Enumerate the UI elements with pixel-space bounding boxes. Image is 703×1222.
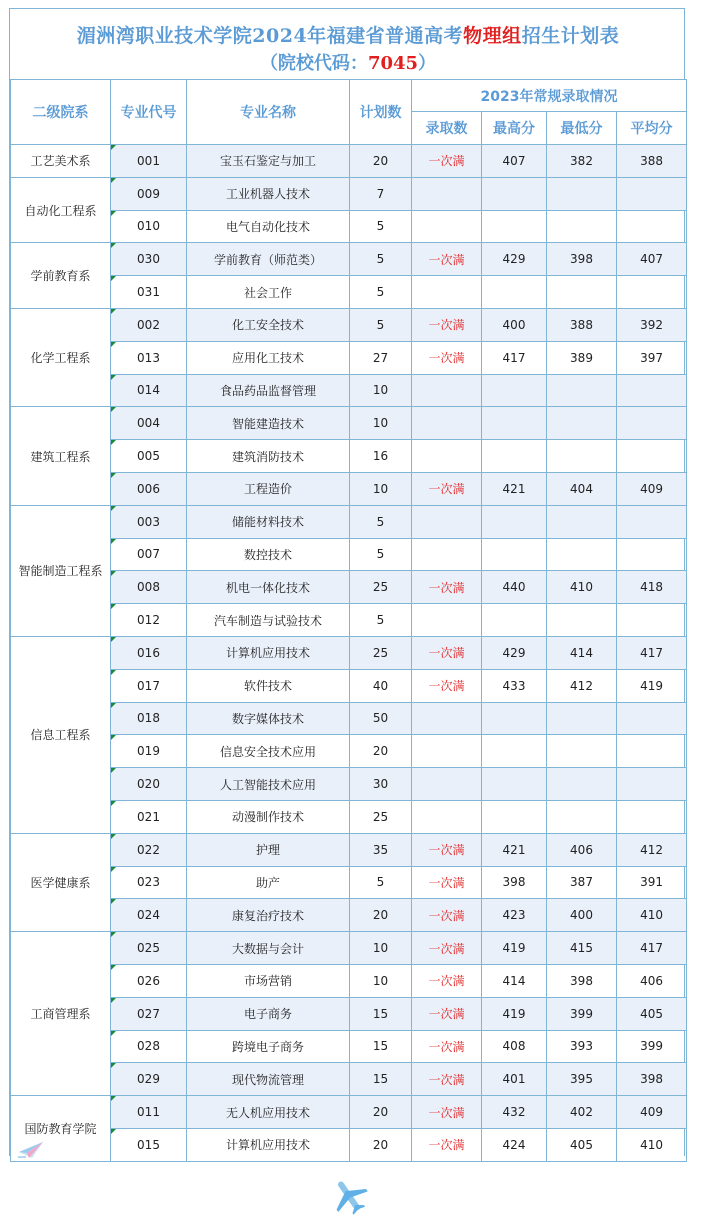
header-plan: 计划数: [350, 80, 412, 145]
major-code-cell: 025: [111, 932, 187, 965]
major-name-cell: 跨境电子商务: [187, 1030, 350, 1063]
major-code-cell: 013: [111, 341, 187, 374]
plan-count-cell: 16: [350, 440, 412, 473]
admit-cell: 一次满: [412, 308, 482, 341]
min-score-cell: 412: [547, 669, 617, 702]
major-code-cell: 011: [111, 1096, 187, 1129]
min-score-cell: 402: [547, 1096, 617, 1129]
max-score-cell: 423: [482, 899, 547, 932]
major-name-cell: 市场营销: [187, 964, 350, 997]
table-row: [11, 472, 687, 505]
major-name-cell: 工业机器人技术: [187, 177, 350, 210]
title-prefix: 湄洲湾职业技术学院2024年福建省普通高考: [76, 25, 464, 47]
major-code-cell: 019: [111, 735, 187, 768]
admit-cell: 一次满: [412, 866, 482, 899]
max-score-cell: 429: [482, 243, 547, 276]
title-highlight: 物理组: [463, 25, 522, 47]
plan-count-cell: 5: [350, 243, 412, 276]
major-code-cell: 015: [111, 1128, 187, 1161]
table-row: [11, 669, 687, 702]
min-score-cell: 395: [547, 1063, 617, 1096]
avg-score-cell: 417: [617, 636, 687, 669]
avg-score-cell: 417: [617, 932, 687, 965]
avg-score-cell: 409: [617, 1096, 687, 1129]
admit-cell: 一次满: [412, 472, 482, 505]
plan-count-cell: 25: [350, 800, 412, 833]
major-name-cell: 计算机应用技术: [187, 1128, 350, 1161]
airplane-icon: [328, 1176, 370, 1216]
max-score-cell: 440: [482, 571, 547, 604]
min-score-cell: [547, 407, 617, 440]
avg-score-cell: 410: [617, 899, 687, 932]
max-score-cell: 401: [482, 1063, 547, 1096]
table-row: [11, 440, 687, 473]
major-code-cell: 031: [111, 276, 187, 309]
dept-cell: 国防教育学院: [11, 1096, 111, 1162]
admit-cell: 一次满: [412, 341, 482, 374]
plan-count-cell: 5: [350, 210, 412, 243]
plan-count-cell: 20: [350, 1128, 412, 1161]
table-row: [11, 636, 687, 669]
min-score-cell: 399: [547, 997, 617, 1030]
school-code: 7045: [367, 53, 419, 74]
dept-cell: 化学工程系: [11, 308, 111, 406]
admit-cell: [412, 768, 482, 801]
table-row: [11, 768, 687, 801]
avg-score-cell: 398: [617, 1063, 687, 1096]
major-name-cell: 宝玉石鉴定与加工: [187, 145, 350, 178]
avg-score-cell: [617, 702, 687, 735]
plan-count-cell: 10: [350, 374, 412, 407]
max-score-cell: [482, 800, 547, 833]
major-name-cell: 无人机应用技术: [187, 1096, 350, 1129]
max-score-cell: [482, 440, 547, 473]
admit-cell: [412, 735, 482, 768]
avg-score-cell: 391: [617, 866, 687, 899]
plan-count-cell: 7: [350, 177, 412, 210]
table-row: [11, 243, 687, 276]
major-code-cell: 030: [111, 243, 187, 276]
avg-score-cell: 406: [617, 964, 687, 997]
header-max: 最高分: [482, 112, 547, 145]
min-score-cell: [547, 768, 617, 801]
major-code-cell: 012: [111, 604, 187, 637]
major-code-cell: 028: [111, 1030, 187, 1063]
table-row: [11, 964, 687, 997]
major-name-cell: 信息安全技术应用: [187, 735, 350, 768]
admit-cell: [412, 177, 482, 210]
table-row: [11, 1096, 687, 1129]
plan-count-cell: 15: [350, 1063, 412, 1096]
max-score-cell: [482, 407, 547, 440]
table-row: [11, 702, 687, 735]
major-name-cell: 计算机应用技术: [187, 636, 350, 669]
avg-score-cell: 407: [617, 243, 687, 276]
max-score-cell: 433: [482, 669, 547, 702]
plan-count-cell: 10: [350, 964, 412, 997]
avg-score-cell: 405: [617, 997, 687, 1030]
table-row: [11, 210, 687, 243]
title-suffix: 招生计划表: [521, 25, 620, 47]
avg-score-cell: [617, 407, 687, 440]
avg-score-cell: [617, 800, 687, 833]
avg-score-cell: 410: [617, 1128, 687, 1161]
max-score-cell: [482, 210, 547, 243]
major-name-cell: 动漫制作技术: [187, 800, 350, 833]
admit-cell: 一次满: [412, 932, 482, 965]
admit-cell: [412, 538, 482, 571]
plan-count-cell: 5: [350, 505, 412, 538]
min-score-cell: [547, 505, 617, 538]
admit-cell: 一次满: [412, 833, 482, 866]
admit-cell: 一次满: [412, 1128, 482, 1161]
major-code-cell: 029: [111, 1063, 187, 1096]
min-score-cell: 382: [547, 145, 617, 178]
admit-cell: [412, 276, 482, 309]
table-row: [11, 571, 687, 604]
admit-cell: 一次满: [412, 571, 482, 604]
max-score-cell: [482, 735, 547, 768]
major-name-cell: 汽车制造与试验技术: [187, 604, 350, 637]
major-code-cell: 005: [111, 440, 187, 473]
table-row: [11, 538, 687, 571]
admit-cell: [412, 407, 482, 440]
avg-score-cell: 392: [617, 308, 687, 341]
header-min: 最低分: [547, 112, 617, 145]
table-row: [11, 932, 687, 965]
major-code-cell: 016: [111, 636, 187, 669]
school-code-line: [10, 49, 686, 75]
admit-cell: 一次满: [412, 1063, 482, 1096]
major-name-cell: 软件技术: [187, 669, 350, 702]
min-score-cell: 415: [547, 932, 617, 965]
plan-count-cell: 25: [350, 571, 412, 604]
major-code-cell: 003: [111, 505, 187, 538]
table-row: [11, 1030, 687, 1063]
max-score-cell: 432: [482, 1096, 547, 1129]
dept-cell: 智能制造工程系: [11, 505, 111, 636]
major-code-cell: 001: [111, 145, 187, 178]
major-name-cell: 数控技术: [187, 538, 350, 571]
admit-cell: 一次满: [412, 1030, 482, 1063]
sheet-title: [10, 9, 686, 77]
plan-count-cell: 20: [350, 145, 412, 178]
avg-score-cell: [617, 505, 687, 538]
plan-count-cell: 5: [350, 604, 412, 637]
paper-plane-icon: [18, 1138, 44, 1160]
dept-cell: 自动化工程系: [11, 177, 111, 243]
avg-score-cell: [617, 735, 687, 768]
dept-cell: 学前教育系: [11, 243, 111, 309]
plan-count-cell: 25: [350, 636, 412, 669]
header-name: 专业名称: [187, 80, 350, 145]
table-row: [11, 145, 687, 178]
max-score-cell: 424: [482, 1128, 547, 1161]
avg-score-cell: 399: [617, 1030, 687, 1063]
plan-count-cell: 27: [350, 341, 412, 374]
code-suffix: ）: [418, 53, 437, 74]
max-score-cell: 417: [482, 341, 547, 374]
avg-score-cell: [617, 210, 687, 243]
min-score-cell: [547, 702, 617, 735]
max-score-cell: 407: [482, 145, 547, 178]
major-name-cell: 应用化工技术: [187, 341, 350, 374]
major-code-cell: 006: [111, 472, 187, 505]
admit-cell: [412, 604, 482, 637]
admit-cell: [412, 505, 482, 538]
major-name-cell: 学前教育（师范类）: [187, 243, 350, 276]
max-score-cell: [482, 538, 547, 571]
table-row: [11, 604, 687, 637]
min-score-cell: 393: [547, 1030, 617, 1063]
table-row: [11, 997, 687, 1030]
major-code-cell: 017: [111, 669, 187, 702]
major-name-cell: 工程造价: [187, 472, 350, 505]
table-row: [11, 177, 687, 210]
min-score-cell: 400: [547, 899, 617, 932]
min-score-cell: [547, 735, 617, 768]
max-score-cell: 398: [482, 866, 547, 899]
table-row: [11, 833, 687, 866]
major-code-cell: 010: [111, 210, 187, 243]
max-score-cell: 419: [482, 997, 547, 1030]
max-score-cell: [482, 702, 547, 735]
code-prefix: （院校代码：: [259, 53, 368, 74]
table-row: [11, 407, 687, 440]
major-name-cell: 化工安全技术: [187, 308, 350, 341]
min-score-cell: 414: [547, 636, 617, 669]
avg-score-cell: 412: [617, 833, 687, 866]
major-code-cell: 009: [111, 177, 187, 210]
major-name-cell: 建筑消防技术: [187, 440, 350, 473]
major-code-cell: 004: [111, 407, 187, 440]
major-code-cell: 027: [111, 997, 187, 1030]
admit-cell: [412, 374, 482, 407]
min-score-cell: [547, 800, 617, 833]
min-score-cell: 389: [547, 341, 617, 374]
max-score-cell: 408: [482, 1030, 547, 1063]
admit-cell: 一次满: [412, 997, 482, 1030]
admit-cell: 一次满: [412, 964, 482, 997]
avg-score-cell: [617, 276, 687, 309]
min-score-cell: 387: [547, 866, 617, 899]
major-name-cell: 社会工作: [187, 276, 350, 309]
major-name-cell: 护理: [187, 833, 350, 866]
major-code-cell: 020: [111, 768, 187, 801]
max-score-cell: 421: [482, 472, 547, 505]
table-row: [11, 505, 687, 538]
plan-count-cell: 30: [350, 768, 412, 801]
admit-cell: 一次满: [412, 899, 482, 932]
avg-score-cell: 409: [617, 472, 687, 505]
plan-count-cell: 20: [350, 1096, 412, 1129]
min-score-cell: 398: [547, 243, 617, 276]
plan-count-cell: 5: [350, 308, 412, 341]
plan-count-cell: 20: [350, 735, 412, 768]
table-row: [11, 735, 687, 768]
major-name-cell: 数字媒体技术: [187, 702, 350, 735]
header-avg: 平均分: [617, 112, 687, 145]
table-row: [11, 374, 687, 407]
max-score-cell: 414: [482, 964, 547, 997]
major-code-cell: 014: [111, 374, 187, 407]
max-score-cell: [482, 505, 547, 538]
dept-cell: 工商管理系: [11, 932, 111, 1096]
max-score-cell: [482, 276, 547, 309]
header-group: 2023年常规录取情况: [412, 80, 687, 112]
major-name-cell: 电子商务: [187, 997, 350, 1030]
admit-cell: [412, 800, 482, 833]
table-row: [11, 1128, 687, 1161]
dept-cell: 信息工程系: [11, 636, 111, 833]
major-code-cell: 002: [111, 308, 187, 341]
avg-score-cell: [617, 768, 687, 801]
table-row: [11, 1063, 687, 1096]
plan-count-cell: 10: [350, 407, 412, 440]
table-row: [11, 308, 687, 341]
avg-score-cell: [617, 177, 687, 210]
major-name-cell: 人工智能技术应用: [187, 768, 350, 801]
plan-count-cell: 20: [350, 899, 412, 932]
max-score-cell: 421: [482, 833, 547, 866]
avg-score-cell: 418: [617, 571, 687, 604]
header-admit: 录取数: [412, 112, 482, 145]
major-name-cell: 现代物流管理: [187, 1063, 350, 1096]
max-score-cell: [482, 768, 547, 801]
avg-score-cell: [617, 440, 687, 473]
min-score-cell: 388: [547, 308, 617, 341]
plan-count-cell: 35: [350, 833, 412, 866]
major-code-cell: 018: [111, 702, 187, 735]
table-row: [11, 800, 687, 833]
major-code-cell: 026: [111, 964, 187, 997]
avg-score-cell: [617, 538, 687, 571]
admit-cell: 一次满: [412, 145, 482, 178]
max-score-cell: [482, 604, 547, 637]
table-row: [11, 276, 687, 309]
admit-cell: 一次满: [412, 636, 482, 669]
major-code-cell: 008: [111, 571, 187, 604]
major-name-cell: 康复治疗技术: [187, 899, 350, 932]
major-name-cell: 储能材料技术: [187, 505, 350, 538]
min-score-cell: 410: [547, 571, 617, 604]
min-score-cell: [547, 440, 617, 473]
major-name-cell: 食品药品监督管理: [187, 374, 350, 407]
admit-cell: 一次满: [412, 669, 482, 702]
major-code-cell: 021: [111, 800, 187, 833]
plan-count-cell: 10: [350, 472, 412, 505]
admit-cell: 一次满: [412, 1096, 482, 1129]
min-score-cell: [547, 374, 617, 407]
plan-count-cell: 15: [350, 997, 412, 1030]
major-code-cell: 022: [111, 833, 187, 866]
table-row: [11, 341, 687, 374]
major-name-cell: 助产: [187, 866, 350, 899]
max-score-cell: 400: [482, 308, 547, 341]
major-code-cell: 024: [111, 899, 187, 932]
max-score-cell: [482, 177, 547, 210]
header-code: 专业代号: [111, 80, 187, 145]
max-score-cell: [482, 374, 547, 407]
min-score-cell: [547, 276, 617, 309]
admit-cell: 一次满: [412, 243, 482, 276]
plan-count-cell: 50: [350, 702, 412, 735]
min-score-cell: 398: [547, 964, 617, 997]
plan-count-cell: 40: [350, 669, 412, 702]
avg-score-cell: 388: [617, 145, 687, 178]
avg-score-cell: 419: [617, 669, 687, 702]
plan-count-cell: 15: [350, 1030, 412, 1063]
plan-sheet: [9, 8, 685, 1156]
max-score-cell: 419: [482, 932, 547, 965]
min-score-cell: [547, 604, 617, 637]
table-row: [11, 899, 687, 932]
major-name-cell: 大数据与会计: [187, 932, 350, 965]
enrollment-table: [10, 79, 687, 1162]
min-score-cell: 404: [547, 472, 617, 505]
plan-count-cell: 5: [350, 538, 412, 571]
dept-cell: 医学健康系: [11, 833, 111, 931]
table-row: [11, 866, 687, 899]
admit-cell: [412, 440, 482, 473]
min-score-cell: [547, 177, 617, 210]
min-score-cell: 405: [547, 1128, 617, 1161]
min-score-cell: [547, 538, 617, 571]
major-name-cell: 电气自动化技术: [187, 210, 350, 243]
plan-count-cell: 10: [350, 932, 412, 965]
avg-score-cell: [617, 374, 687, 407]
dept-cell: 建筑工程系: [11, 407, 111, 505]
admit-cell: [412, 702, 482, 735]
dept-cell: 工艺美术系: [11, 145, 111, 178]
min-score-cell: [547, 210, 617, 243]
plan-count-cell: 5: [350, 866, 412, 899]
min-score-cell: 406: [547, 833, 617, 866]
admit-cell: [412, 210, 482, 243]
major-name-cell: 机电一体化技术: [187, 571, 350, 604]
header-dept: 二级院系: [11, 80, 111, 145]
avg-score-cell: 397: [617, 341, 687, 374]
title-line: [10, 21, 686, 48]
major-name-cell: 智能建造技术: [187, 407, 350, 440]
avg-score-cell: [617, 604, 687, 637]
max-score-cell: 429: [482, 636, 547, 669]
major-code-cell: 023: [111, 866, 187, 899]
plan-count-cell: 5: [350, 276, 412, 309]
major-code-cell: 007: [111, 538, 187, 571]
table-body: [11, 145, 687, 1162]
